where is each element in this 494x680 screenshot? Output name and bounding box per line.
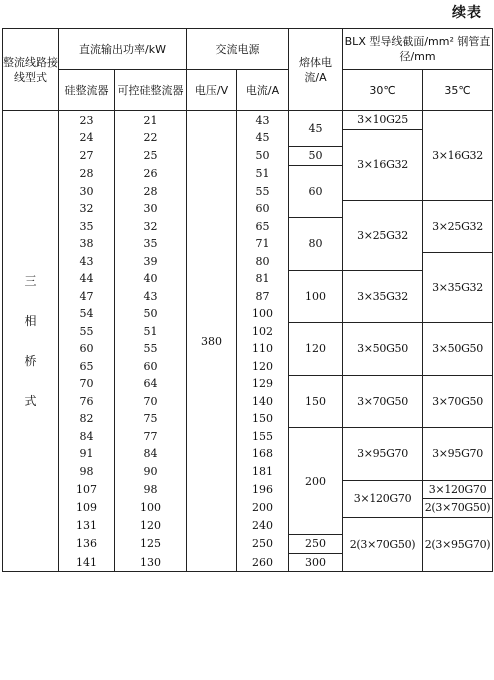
si-power-cell: 28 [59, 165, 115, 183]
si-power-cell: 76 [59, 393, 115, 411]
ac-current-cell: 168 [237, 445, 289, 463]
si-power-cell: 141 [59, 553, 115, 572]
wire-35c-cell: 2(3×95G70) [423, 517, 493, 572]
si-power-cell: 70 [59, 375, 115, 393]
wiring-type-char: 桥 [24, 354, 37, 368]
wire-30c-cell: 3×25G32 [343, 200, 423, 270]
wire-30c-cell: 3×120G70 [343, 480, 423, 517]
scr-power-cell: 60 [115, 358, 187, 376]
si-power-cell: 44 [59, 270, 115, 288]
header-wiring-type: 整流线路接线型式 [3, 29, 59, 111]
ac-current-cell: 60 [237, 200, 289, 218]
fuse-current-cell: 300 [289, 553, 343, 572]
si-power-cell: 23 [59, 111, 115, 130]
scr-power-cell: 130 [115, 553, 187, 572]
scr-power-cell: 64 [115, 375, 187, 393]
si-power-cell: 136 [59, 535, 115, 554]
scr-power-cell: 55 [115, 340, 187, 358]
ac-current-cell: 140 [237, 393, 289, 411]
table-row [3, 323, 493, 341]
table-row [3, 428, 493, 446]
scr-power-cell: 40 [115, 270, 187, 288]
continued-label: 续表 [452, 5, 482, 21]
wire-35c-cell: 3×95G70 [423, 428, 493, 481]
scr-power-cell: 98 [115, 480, 187, 499]
si-power-cell: 55 [59, 323, 115, 341]
ac-current-cell: 240 [237, 517, 289, 535]
fuse-current-cell: 200 [289, 428, 343, 535]
si-power-cell: 84 [59, 428, 115, 446]
ac-current-cell: 196 [237, 480, 289, 499]
wiring-type-char: 三 [24, 274, 37, 288]
ac-current-cell: 65 [237, 218, 289, 236]
ac-current-cell: 260 [237, 553, 289, 572]
si-power-cell: 60 [59, 340, 115, 358]
scr-power-cell: 39 [115, 253, 187, 271]
ac-current-cell: 120 [237, 358, 289, 376]
header-ac-voltage: 电压/V [187, 70, 237, 111]
scr-power-cell: 125 [115, 535, 187, 554]
table-row [3, 517, 493, 535]
wire-30c-cell: 2(3×70G50) [343, 517, 423, 572]
si-power-cell: 35 [59, 218, 115, 236]
ac-current-cell: 250 [237, 535, 289, 554]
si-power-cell: 32 [59, 200, 115, 218]
scr-power-cell: 50 [115, 305, 187, 323]
wire-35c-cell: 3×16G32 [423, 111, 493, 201]
ac-current-cell: 81 [237, 270, 289, 288]
ac-current-cell: 51 [237, 165, 289, 183]
scr-power-cell: 75 [115, 410, 187, 428]
wire-35c-cell: 3×50G50 [423, 323, 493, 376]
header-scr-rectifier: 可控硅整流器 [115, 70, 187, 111]
fuse-current-cell: 80 [289, 218, 343, 271]
fuse-current-cell: 250 [289, 535, 343, 554]
wiring-type-char: 相 [24, 314, 37, 328]
wire-35c-cell: 3×35G32 [423, 253, 493, 323]
scr-power-cell: 70 [115, 393, 187, 411]
wire-35c-cell: 3×25G32 [423, 200, 493, 253]
si-power-cell: 131 [59, 517, 115, 535]
header-si-rectifier: 硅整流器 [59, 70, 115, 111]
ac-current-cell: 55 [237, 183, 289, 201]
scr-power-cell: 28 [115, 183, 187, 201]
table-body [3, 111, 493, 572]
si-power-cell: 54 [59, 305, 115, 323]
si-power-cell: 27 [59, 147, 115, 166]
si-power-cell: 38 [59, 235, 115, 253]
ac-current-cell: 87 [237, 288, 289, 306]
header-ac-source: 交流电源 [187, 29, 289, 70]
si-power-cell: 91 [59, 445, 115, 463]
scr-power-cell: 35 [115, 235, 187, 253]
ac-current-cell: 80 [237, 253, 289, 271]
scr-power-cell: 77 [115, 428, 187, 446]
scr-power-cell: 21 [115, 111, 187, 130]
ac-current-cell: 100 [237, 305, 289, 323]
fuse-current-cell: 60 [289, 165, 343, 218]
wire-35c-cell: 3×120G70 [423, 480, 493, 499]
ac-current-cell: 155 [237, 428, 289, 446]
scr-power-cell: 43 [115, 288, 187, 306]
ac-current-cell: 129 [237, 375, 289, 393]
header-ac-current: 电流/A [237, 70, 289, 111]
fuse-current-cell: 50 [289, 147, 343, 166]
table-row [3, 270, 493, 288]
table-row [3, 111, 493, 130]
scr-power-cell: 120 [115, 517, 187, 535]
table-row [3, 480, 493, 499]
header-temp-35: 35℃ [423, 70, 493, 111]
si-power-cell: 98 [59, 463, 115, 481]
fuse-current-cell: 150 [289, 375, 343, 428]
scr-power-cell: 22 [115, 129, 187, 147]
scr-power-cell: 51 [115, 323, 187, 341]
ac-current-cell: 50 [237, 147, 289, 166]
rectifier-table [2, 28, 493, 572]
table-row [3, 375, 493, 393]
si-power-cell: 47 [59, 288, 115, 306]
wire-30c-cell: 3×70G50 [343, 375, 423, 428]
scr-power-cell: 32 [115, 218, 187, 236]
fuse-current-cell: 100 [289, 270, 343, 323]
si-power-cell: 107 [59, 480, 115, 499]
scr-power-cell: 90 [115, 463, 187, 481]
ac-current-cell: 43 [237, 111, 289, 130]
ac-current-cell: 181 [237, 463, 289, 481]
wire-35c-cell: 3×70G50 [423, 375, 493, 428]
wire-30c-cell: 3×35G32 [343, 270, 423, 323]
fuse-current-cell: 45 [289, 111, 343, 147]
wiring-type-cell [3, 111, 59, 572]
wire-30c-cell: 3×50G50 [343, 323, 423, 376]
si-power-cell: 24 [59, 129, 115, 147]
header-dc-power: 直流输出功率/kW [59, 29, 187, 70]
scr-power-cell: 30 [115, 200, 187, 218]
ac-current-cell: 102 [237, 323, 289, 341]
si-power-cell: 82 [59, 410, 115, 428]
wire-35c-cell: 2(3×70G50) [423, 499, 493, 518]
ac-current-cell: 200 [237, 499, 289, 518]
wire-30c-cell: 3×10G25 [343, 111, 423, 130]
table-row [3, 129, 493, 147]
header-temp-30: 30℃ [343, 70, 423, 111]
si-power-cell: 43 [59, 253, 115, 271]
wiring-type-char: 式 [24, 394, 37, 408]
wire-30c-cell: 3×95G70 [343, 428, 423, 481]
table-row [3, 200, 493, 218]
ac-voltage-cell: 380 [187, 111, 237, 572]
ac-current-cell: 110 [237, 340, 289, 358]
ac-current-cell: 150 [237, 410, 289, 428]
scr-power-cell: 25 [115, 147, 187, 166]
scr-power-cell: 100 [115, 499, 187, 518]
header-wire-section: BLX 型导线截面/mm² 钢管直径/mm [343, 29, 493, 70]
si-power-cell: 109 [59, 499, 115, 518]
scr-power-cell: 84 [115, 445, 187, 463]
header-fuse-current: 熔体电流/A [289, 29, 343, 111]
fuse-current-cell: 120 [289, 323, 343, 376]
si-power-cell: 65 [59, 358, 115, 376]
scr-power-cell: 26 [115, 165, 187, 183]
ac-current-cell: 45 [237, 129, 289, 147]
wire-30c-cell: 3×16G32 [343, 129, 423, 200]
ac-current-cell: 71 [237, 235, 289, 253]
si-power-cell: 30 [59, 183, 115, 201]
